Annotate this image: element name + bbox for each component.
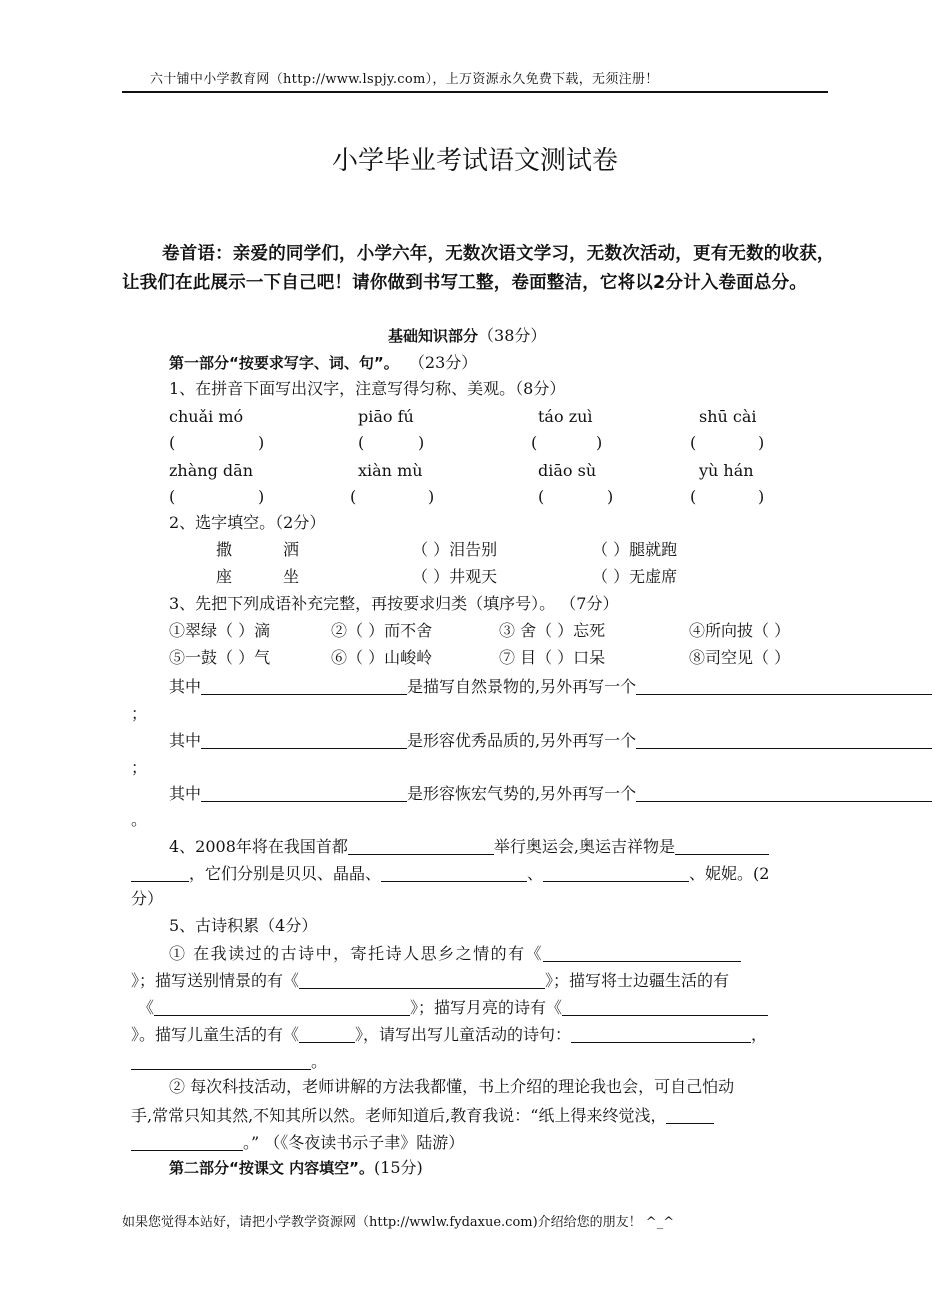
q3-heading: 3、先把下列成语补充完整，再按要求归类（填序号）。 （7分） [169,594,619,613]
answer-blank[interactable] [348,837,494,855]
q5-text: 《 [138,998,155,1017]
answer-blank[interactable] [201,677,407,695]
q5-text: ① 在我读过的古诗中，寄托诗人思乡之情的有《 [169,944,544,963]
answer-paren-8-open: ( [690,487,697,506]
q5-b-line-3 [131,1133,464,1151]
q5-b-line-2 [131,1106,714,1124]
classify-line-1 [169,677,932,695]
answer-paren-6-open: ( [350,487,357,506]
q5-heading: 5、古诗积累（4分） [169,916,318,935]
answer-paren-4-close: ) [758,433,765,452]
part1-heading [169,355,477,371]
classify-line-3 [169,784,932,802]
idiom-6: ⑥（ ）山峻岭 [331,648,433,667]
answer-paren-4-open: ( [690,433,697,452]
answer-paren-8-close: ) [758,487,765,506]
part1-points: （23分） [408,353,478,372]
q4-text: 、 [527,864,544,883]
answer-paren-3-open: ( [531,433,538,452]
classify-text: 是描写自然景物的,另外再写一个 [407,677,637,696]
answer-paren-3-close: ) [596,433,603,452]
part2-points: (15分) [373,1158,423,1177]
classify-text: 是形容优秀品质的,另外再写一个 [407,731,637,750]
q4-line-3: 分） [131,889,164,908]
pinyin-5: zhàng dān [169,461,253,480]
q2-word-3: （ ）井观天 [412,567,498,586]
answer-paren-2-open: ( [358,433,365,452]
q4-line-1 [169,837,769,855]
part1-label: 第一部分“按要求写字、词、句”。 [169,354,399,372]
q5-text: ， [751,1025,768,1044]
footer-text: 如果您觉得本站好，请把小学教学资源网（http://wwlw.fydaxue.com)介绍给您的朋友！ ^_^ [122,1215,675,1230]
answer-paren-6-close: ) [428,487,435,506]
answer-blank[interactable] [543,864,689,882]
pinyin-7: diāo sù [538,461,597,480]
q4-text: 、妮妮。(2 [689,864,770,883]
q5-text: 》；描写将士边疆生活的有 [545,971,730,990]
answer-blank[interactable] [543,944,741,962]
pinyin-2: piāo fú [358,407,414,426]
header-rule [122,91,828,93]
answer-paren-5-close: ) [258,487,265,506]
answer-blank[interactable] [636,731,932,749]
classify-end-3: 。 [131,810,148,829]
idiom-7: ⑦ 目（ ）口呆 [499,648,606,667]
answer-blank[interactable] [131,1052,311,1070]
section-basic-points: （38分） [478,326,547,345]
answer-blank[interactable] [154,998,410,1016]
q5-text: 手,常常只知其然,不知其所以然。老师知道后,教育我说：“纸上得来终觉浅， [131,1106,667,1125]
idiom-4: ④所向披（ ） [689,621,791,640]
preface: 卷首语：亲爱的同学们，小学六年，无数次语文学习，无数次活动，更有无数的收获，让我们在此展示一下自己吧！请你做到书写工整，卷面整洁，它将以2分计入卷面总分。 [122,244,835,293]
q4-line-2 [131,864,769,882]
answer-blank[interactable] [675,837,769,855]
answer-blank[interactable] [636,677,932,695]
q5-text: 》。描写儿童生活的有《 [131,1025,300,1044]
classify-text: 是形容恢宏气势的,另外再写一个 [407,784,637,803]
q1-heading: 1、在拼音下面写出汉字，注意写得匀称、美观。（8分） [169,379,566,398]
q5-line-4 [131,1025,767,1043]
idiom-2: ②（ ）而不舍 [331,621,433,640]
idiom-1: ①翠绿（ ）滴 [169,621,271,640]
q5-text: 。 [311,1052,328,1071]
pinyin-8: yù hán [699,461,754,480]
idiom-8: ⑧司空见（ ） [689,648,791,667]
q5-line-1 [169,944,741,962]
answer-blank[interactable] [636,784,932,802]
q2-char-2: 洒 [283,540,300,559]
answer-paren-1-close: ) [258,433,265,452]
answer-blank[interactable] [201,731,407,749]
section-basic-heading [388,328,546,344]
classify-prefix: 其中 [169,677,202,696]
classify-end-1: ； [131,704,148,723]
q4-text: 4、2008年将在我国首都 [169,837,348,856]
part2-label: 第二部分“按课文 内容填空”。 [169,1159,374,1177]
q5-text: 。” （《冬夜读书示子聿》陆游） [243,1133,465,1152]
idiom-5: ⑤一鼓（ ）气 [169,648,271,667]
q5-line-2 [131,971,729,989]
q2-heading: 2、选字填空。（2分） [169,513,326,532]
answer-paren-1-open: ( [169,433,176,452]
q5-line-5 [131,1052,327,1070]
q2-word-1: （ ）泪告别 [412,540,498,559]
answer-blank[interactable] [131,1133,243,1151]
q5-text: 》，请写出写儿童活动的诗句： [355,1025,572,1044]
answer-blank[interactable] [381,864,527,882]
pinyin-6: xiàn mù [358,461,423,480]
q5-text: 》；描写送别情景的有《 [131,971,300,990]
header-text: 六十铺中小学教育网（http://www.lspjy.com），上万资源永久免费下载，无须注册！ [150,72,659,87]
answer-paren-7-open: ( [538,487,545,506]
classify-prefix: 其中 [169,731,202,750]
classify-end-2: ； [131,758,148,777]
classify-prefix: 其中 [169,784,202,803]
pinyin-4: shū cài [699,407,757,426]
q2-word-2: （ ）腿就跑 [592,540,678,559]
answer-blank[interactable] [131,864,189,882]
answer-blank[interactable] [666,1106,714,1124]
section-basic-label: 基础知识部分 [388,327,479,345]
part2-heading [169,1160,423,1176]
page-title: 小学毕业考试语文测试卷 [331,146,618,176]
q4-text: 举行奥运会,奥运吉祥物是 [493,837,675,856]
q2-char-1: 撒 [216,540,233,559]
answer-blank[interactable] [562,998,768,1016]
q4-text: ，它们分别是贝贝、晶晶、 [189,864,382,883]
classify-line-2 [169,731,932,749]
pinyin-1: chuǎi mó [169,407,244,426]
answer-blank[interactable] [571,1025,751,1043]
q5-b-line-1: ② 每次科技活动，老师讲解的方法我都懂，书上介绍的理论我也会，可自己怕动 [169,1077,735,1096]
q2-char-4: 坐 [283,567,300,586]
q5-line-3 [138,998,768,1016]
answer-paren-2-close: ) [418,433,425,452]
answer-blank[interactable] [299,1025,355,1043]
q2-char-3: 座 [216,567,233,586]
q5-text: 》；描写月亮的诗有《 [410,998,563,1017]
answer-paren-5-open: ( [169,487,176,506]
answer-paren-7-close: ) [607,487,614,506]
answer-blank[interactable] [299,971,545,989]
answer-blank[interactable] [201,784,407,802]
pinyin-3: táo zuì [538,407,593,426]
q2-word-4: （ ）无虚席 [592,567,678,586]
idiom-3: ③ 舍（ ）忘死 [499,621,606,640]
